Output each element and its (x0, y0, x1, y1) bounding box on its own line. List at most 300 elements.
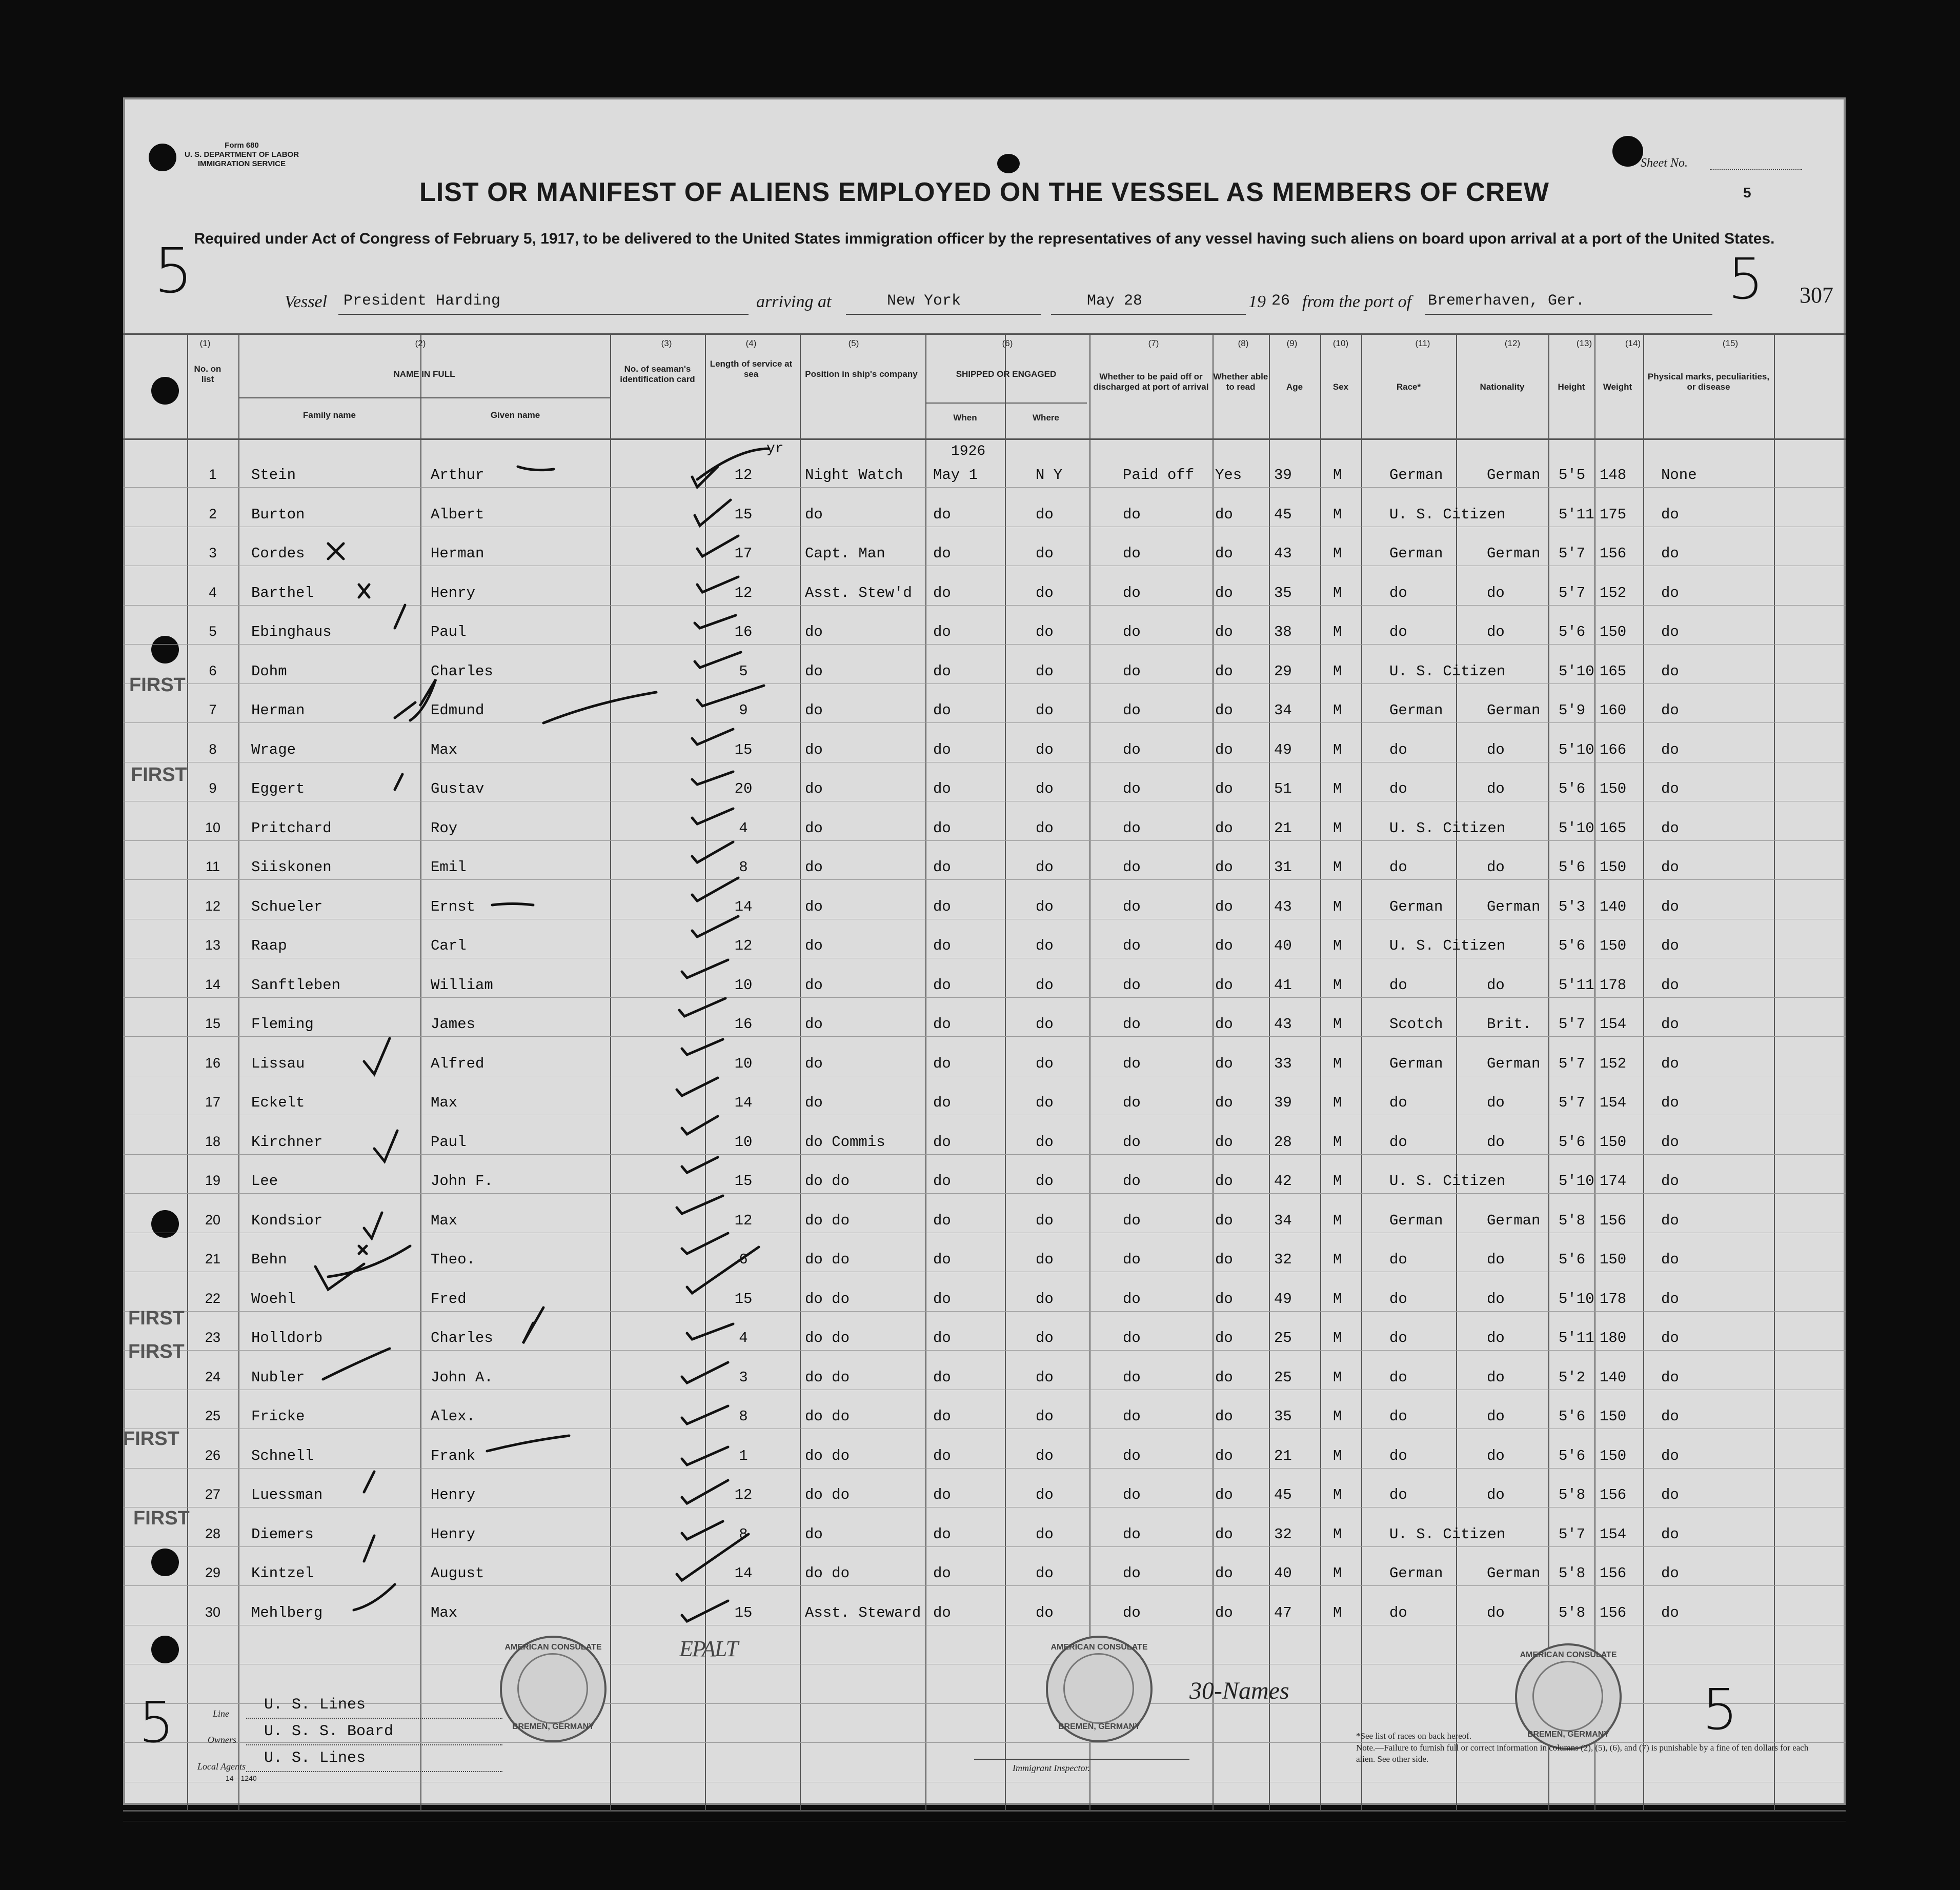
cell-where: do (1036, 1369, 1054, 1386)
cell-weight: 150 (1600, 859, 1627, 876)
cell-given: Max (431, 1212, 458, 1229)
cell-when: do (933, 1133, 951, 1151)
row-number: 29 (205, 1565, 221, 1580)
cell-nationality: do (1487, 1290, 1505, 1308)
cell-read: do (1215, 780, 1233, 797)
header-age: Age (1286, 382, 1303, 392)
cell-age: 25 (1274, 1369, 1292, 1386)
cell-sex: M (1333, 506, 1342, 523)
cell-when: do (933, 1525, 951, 1543)
cell-read: do (1215, 662, 1233, 680)
cell-where: do (1036, 1447, 1054, 1464)
row-number: 3 (209, 545, 217, 560)
cell-where: do (1036, 1094, 1054, 1111)
cell-position: do (805, 937, 823, 954)
col-number-1: (1) (199, 338, 211, 348)
cell-nationality: do (1487, 1408, 1505, 1425)
handwritten-number-footer-left: 5 (138, 1690, 174, 1755)
arriving-label: arriving at (756, 292, 832, 311)
cell-paid: do (1123, 780, 1141, 797)
cell-physical: do (1661, 1212, 1679, 1229)
cell-physical: do (1661, 780, 1679, 797)
cell-read: do (1215, 1408, 1233, 1425)
cell-service: 8 (739, 1408, 748, 1425)
cell-read: do (1215, 859, 1233, 876)
cell-physical: do (1661, 1525, 1679, 1543)
cell-sex: M (1333, 624, 1342, 640)
cell-nationality: German (1487, 898, 1541, 915)
cell-physical: do (1661, 819, 1679, 837)
cell-age: 31 (1274, 859, 1292, 876)
cell-service: 12 (734, 937, 753, 954)
cell-read: do (1215, 1290, 1233, 1308)
cell-height: 5'10 (1559, 741, 1594, 758)
cell-nationality: do (1487, 1369, 1505, 1386)
cell-nationality: German (1487, 1055, 1541, 1072)
cell-family: Raap (251, 937, 287, 954)
cell-height: 5'10 (1559, 1173, 1594, 1190)
cell-physical: do (1661, 1173, 1679, 1190)
cell-paid: do (1123, 1408, 1141, 1425)
cell-physical: do (1661, 1290, 1679, 1308)
cell-nationality: do (1487, 1447, 1505, 1464)
cell-position: Asst. Stew'd (805, 584, 912, 601)
header-family-name: Family name (303, 410, 356, 420)
cell-sex: M (1333, 1133, 1342, 1151)
col-number-3: (3) (661, 338, 672, 348)
cell-given: William (431, 976, 493, 994)
cell-family: Luessman (251, 1486, 323, 1503)
cell-sex: M (1333, 662, 1342, 680)
cell-age: 32 (1274, 1525, 1292, 1543)
cell-sex: M (1333, 1094, 1342, 1111)
cell-physical: None (1661, 467, 1697, 484)
cell-race: do (1389, 976, 1407, 994)
cell-service: 5 (739, 662, 748, 680)
row-number: 21 (205, 1251, 221, 1266)
cell-weight: 152 (1600, 1055, 1627, 1072)
cell-given: August (431, 1565, 484, 1582)
cell-given: Theo. (431, 1251, 476, 1268)
cell-where: do (1036, 1408, 1054, 1425)
cell-read: do (1215, 1094, 1233, 1111)
cell-family: Schnell (251, 1447, 314, 1464)
cell-where: do (1036, 898, 1054, 915)
col-number-7: (7) (1148, 338, 1159, 348)
cell-weight: 166 (1600, 741, 1627, 758)
cell-read: do (1215, 545, 1233, 562)
cell-race: U. S. Citizen (1389, 662, 1506, 680)
cell-age: 49 (1274, 741, 1292, 758)
cell-sex: M (1333, 1565, 1342, 1582)
cell-race: do (1389, 1369, 1407, 1386)
cell-where: do (1036, 506, 1054, 523)
cell-read: do (1215, 1525, 1233, 1543)
cell-age: 39 (1274, 1094, 1292, 1111)
cell-given: Alfred (431, 1055, 484, 1072)
cell-weight: 150 (1600, 624, 1627, 640)
cell-service: 1 (739, 1447, 748, 1464)
cell-position: do (805, 741, 823, 758)
cell-where: do (1036, 1251, 1054, 1268)
cell-height: 5'11 (1559, 506, 1594, 523)
cell-family: Fleming (251, 1016, 314, 1033)
cell-age: 41 (1274, 976, 1292, 994)
cell-height: 5'6 (1559, 780, 1586, 797)
cell-physical: do (1661, 1330, 1679, 1346)
cell-when: do (933, 780, 951, 797)
cell-weight: 154 (1600, 1525, 1627, 1543)
cell-given: Herman (431, 545, 484, 562)
cell-sex: M (1333, 937, 1342, 954)
header-when: When (953, 413, 977, 423)
cell-weight: 150 (1600, 1447, 1627, 1464)
from-port-label: from the port of (1302, 292, 1412, 311)
col-number-4: (4) (745, 338, 757, 348)
cell-family: Lissau (251, 1055, 305, 1072)
cell-race: do (1389, 1604, 1407, 1621)
cell-family: Dohm (251, 662, 287, 680)
cell-given: Max (431, 1604, 458, 1621)
cell-family: Holldorb (251, 1330, 323, 1346)
cell-paid: do (1123, 1290, 1141, 1308)
header-read: Whether able to read (1213, 372, 1268, 392)
cell-race: U. S. Citizen (1389, 937, 1506, 954)
cell-family: Burton (251, 506, 305, 523)
cell-when: do (933, 1094, 951, 1111)
cell-when: do (933, 741, 951, 758)
cell-age: 32 (1274, 1251, 1292, 1268)
cell-weight: 150 (1600, 1251, 1627, 1268)
cell-weight: 156 (1600, 1486, 1627, 1503)
failure-note: Note.—Failure to furnish full or correct information in columns (2), (5), (6), and (7) is punishable by a fine of ten dollars for each alien. See other side. (1356, 1743, 1809, 1764)
cell-family: Ebinghaus (251, 624, 332, 640)
cell-position: do do (805, 1330, 850, 1346)
cell-weight: 165 (1600, 819, 1627, 837)
form-number: Form 680 (225, 141, 259, 150)
cell-position: do do (805, 1408, 850, 1425)
cell-height: 5'7 (1559, 1016, 1586, 1033)
cell-weight: 150 (1600, 1133, 1627, 1151)
stamp-eagle-emblem (1532, 1661, 1603, 1732)
line-label: Line (213, 1708, 230, 1719)
cell-paid: do (1123, 819, 1141, 837)
cell-age: 33 (1274, 1055, 1292, 1072)
line-value: U. S. Lines (264, 1696, 366, 1714)
cell-age: 40 (1274, 937, 1292, 954)
cell-when: do (933, 937, 951, 954)
cell-age: 35 (1274, 584, 1292, 601)
stamp-text: AMERICAN CONSULATE (504, 1643, 602, 1652)
cell-height: 5'10 (1559, 819, 1594, 837)
cell-given: Carl (431, 937, 467, 954)
handwritten-scrawl: EPALT (679, 1636, 738, 1661)
cell-race: Scotch (1389, 1016, 1443, 1033)
cell-position: do (805, 780, 823, 797)
cell-height: 5'5 (1559, 467, 1586, 484)
department-label: U. S. DEPARTMENT OF LABOR (185, 150, 299, 159)
cell-where: do (1036, 662, 1054, 680)
row-number: 20 (205, 1212, 221, 1228)
cell-nationality: German (1487, 702, 1541, 719)
cell-position: Asst. Steward (805, 1604, 921, 1621)
page-title: LIST OR MANIFEST OF ALIENS EMPLOYED ON THE VESSEL AS MEMBERS OF CREW (419, 177, 1549, 207)
cell-sex: M (1333, 584, 1342, 601)
cell-read: do (1215, 937, 1233, 954)
cell-when: do (933, 1330, 951, 1346)
cell-position: do (805, 624, 823, 640)
cell-where: do (1036, 702, 1054, 719)
cell-read: do (1215, 1565, 1233, 1582)
header-position: Position in ship's company (805, 369, 918, 379)
cell-height: 5'7 (1559, 584, 1586, 601)
col-number-13: (13) (1576, 338, 1592, 348)
cell-paid: do (1123, 859, 1141, 876)
cell-race: German (1389, 1212, 1443, 1229)
cell-race: do (1389, 1447, 1407, 1464)
cell-sex: M (1333, 1290, 1342, 1308)
first-mark: FIRST (129, 674, 186, 696)
from-port: Bremerhaven, Ger. (1428, 292, 1585, 310)
cell-when: do (933, 584, 951, 601)
owners-underline (246, 1744, 502, 1745)
line-underline (246, 1718, 502, 1719)
cell-age: 40 (1274, 1565, 1292, 1582)
handwritten-number-footer-right: 5 (1702, 1677, 1738, 1742)
col-number-11: (11) (1415, 338, 1430, 348)
header-weight: Weight (1603, 382, 1632, 392)
cell-paid: Paid off (1123, 467, 1195, 484)
cell-height: 5'6 (1559, 1133, 1586, 1151)
cell-paid: do (1123, 506, 1141, 523)
cell-age: 51 (1274, 780, 1292, 797)
cell-age: 28 (1274, 1133, 1292, 1151)
cell-family: Kondsior (251, 1212, 323, 1229)
cell-paid: do (1123, 1212, 1141, 1229)
cell-paid: do (1123, 702, 1141, 719)
cell-read: do (1215, 1369, 1233, 1386)
cell-race: do (1389, 1133, 1407, 1151)
cell-age: 43 (1274, 898, 1292, 915)
cell-position: do (805, 1016, 823, 1033)
page-subtitle: Required under Act of Congress of February 5, 1917, to be delivered to the United States immigration officer by the representatives of any vessel having such aliens on board upon arrival at a port of the United States. (194, 230, 1775, 247)
cell-position: do (805, 976, 823, 994)
first-mark: FIRST (128, 1308, 185, 1329)
row-number: 12 (205, 898, 221, 914)
cell-service: 3 (739, 1369, 748, 1386)
cell-service: 14 (734, 1094, 753, 1111)
cell-nationality: do (1487, 624, 1505, 640)
cell-when: do (933, 702, 951, 719)
cell-position: do do (805, 1447, 850, 1464)
vessel-label: Vessel (285, 292, 328, 311)
cell-age: 38 (1274, 624, 1292, 640)
cell-height: 5'6 (1559, 937, 1586, 954)
cell-race: German (1389, 1565, 1443, 1582)
cell-weight: 154 (1600, 1094, 1627, 1111)
cell-service: 4 (739, 1330, 748, 1346)
header-paid-off: Whether to be paid off or discharged at port of arrival (1093, 372, 1209, 392)
cell-position: do (805, 702, 823, 719)
cell-nationality: do (1487, 1604, 1505, 1621)
stamp-city-text: BREMEN, GERMANY (1527, 1730, 1609, 1739)
cell-paid: do (1123, 898, 1141, 915)
cell-where: do (1036, 1330, 1054, 1346)
cell-physical: do (1661, 702, 1679, 719)
row-number: 15 (205, 1016, 221, 1031)
cell-weight: 152 (1600, 584, 1627, 601)
cell-family: Kirchner (251, 1133, 323, 1151)
cell-where: do (1036, 1055, 1054, 1072)
cell-position: do do (805, 1565, 850, 1582)
cell-height: 5'10 (1559, 662, 1594, 680)
cell-where: do (1036, 1290, 1054, 1308)
cell-given: Henry (431, 584, 476, 601)
cell-height: 5'8 (1559, 1486, 1586, 1503)
cell-service: 12 (734, 1486, 753, 1503)
cell-family: Nubler (251, 1369, 305, 1386)
cell-when: do (933, 506, 951, 523)
row-number: 17 (205, 1094, 221, 1110)
cell-service: 16 (734, 1016, 753, 1033)
cell-service: 4 (739, 819, 748, 837)
cell-paid: do (1123, 1369, 1141, 1386)
cell-physical: do (1661, 1133, 1679, 1151)
cell-sex: M (1333, 859, 1342, 876)
row-number: 1 (209, 467, 217, 482)
cell-family: Sanftleben (251, 976, 341, 994)
cell-given: Henry (431, 1486, 476, 1503)
cell-race: do (1389, 859, 1407, 876)
cell-paid: do (1123, 545, 1141, 562)
cell-where: do (1036, 780, 1054, 797)
cell-race: German (1389, 1055, 1443, 1072)
cell-position: do (805, 898, 823, 915)
row-number: 30 (205, 1604, 221, 1620)
cell-paid: do (1123, 976, 1141, 994)
header-height: Height (1558, 382, 1585, 392)
cell-physical: do (1661, 1604, 1679, 1621)
service-label: IMMIGRATION SERVICE (197, 159, 286, 168)
cell-position: do do (805, 1486, 850, 1503)
cell-position: do do (805, 1369, 850, 1386)
cell-service: 15 (734, 741, 753, 758)
cell-weight: 160 (1600, 702, 1627, 719)
col-number-2: (2) (415, 338, 426, 348)
cell-given: Frank (431, 1447, 476, 1464)
cell-family: Barthel (251, 584, 314, 601)
cell-where: do (1036, 1173, 1054, 1190)
cell-age: 34 (1274, 702, 1292, 719)
cell-height: 5'6 (1559, 1408, 1586, 1425)
cell-physical: do (1661, 1016, 1679, 1033)
cell-sex: M (1333, 1604, 1342, 1621)
cell-race: German (1389, 702, 1443, 719)
row-number: 27 (205, 1486, 221, 1502)
cell-race: U. S. Citizen (1389, 1525, 1506, 1543)
cell-nationality: German (1487, 545, 1541, 562)
cell-race: German (1389, 545, 1443, 562)
cell-when: do (933, 624, 951, 640)
cell-height: 5'6 (1559, 1447, 1586, 1464)
year-suffix: 26 (1271, 292, 1290, 310)
row-number: 9 (209, 780, 217, 796)
cell-sex: M (1333, 1251, 1342, 1268)
stamp-eagle-emblem (1063, 1653, 1134, 1724)
header-race: Race* (1396, 382, 1421, 392)
cell-read: do (1215, 1251, 1233, 1268)
cell-read: do (1215, 1604, 1233, 1621)
cell-weight: 165 (1600, 662, 1627, 680)
cell-position: do Commis (805, 1133, 885, 1151)
cell-nationality: do (1487, 859, 1505, 876)
cell-family: Diemers (251, 1525, 314, 1543)
cell-service: 14 (734, 1565, 753, 1582)
cell-read: do (1215, 1133, 1233, 1151)
cell-sex: M (1333, 1447, 1342, 1464)
cell-height: 5'8 (1559, 1565, 1586, 1582)
cell-given: Albert (431, 506, 484, 523)
row-number: 28 (205, 1525, 221, 1541)
cell-sex: M (1333, 467, 1342, 484)
cell-position: do (805, 1094, 823, 1111)
cell-read: do (1215, 1486, 1233, 1503)
cell-weight: 150 (1600, 937, 1627, 954)
cell-when: do (933, 1055, 951, 1072)
cell-paid: do (1123, 1604, 1141, 1621)
cell-sex: M (1333, 545, 1342, 562)
cell-where: do (1036, 819, 1054, 837)
first-mark: FIRST (123, 1428, 179, 1450)
yr-note: yr (766, 441, 784, 457)
manifest-sheet (123, 97, 1846, 1805)
cell-height: 5'7 (1559, 1525, 1586, 1543)
cell-given: Fred (431, 1290, 467, 1308)
cell-weight: 156 (1600, 545, 1627, 562)
cell-when: do (933, 1369, 951, 1386)
cell-read: do (1215, 1330, 1233, 1346)
cell-when: May 1 (933, 467, 978, 484)
row-number: 25 (205, 1408, 221, 1423)
table-bottom-border (123, 1810, 1846, 1812)
header-where: Where (1033, 413, 1059, 423)
cell-given: Arthur (431, 467, 484, 484)
cell-service: 14 (734, 898, 753, 915)
cell-height: 5'10 (1559, 1290, 1594, 1308)
cell-service: 17 (734, 545, 753, 562)
cell-nationality: do (1487, 584, 1505, 601)
row-number: 23 (205, 1330, 221, 1345)
cell-position: do (805, 819, 823, 837)
cell-service: 8 (739, 859, 748, 876)
cell-given: Max (431, 741, 458, 758)
first-mark: FIRST (133, 1507, 190, 1529)
first-mark: FIRST (128, 1341, 185, 1362)
cell-read: do (1215, 976, 1233, 994)
cell-family: Kintzel (251, 1565, 314, 1582)
cell-when: do (933, 1016, 951, 1033)
cell-physical: do (1661, 545, 1679, 562)
cell-physical: do (1661, 741, 1679, 758)
inspector-label: Immigrant Inspector. (1013, 1763, 1090, 1773)
cell-when: do (933, 1565, 951, 1582)
consulate-stamp (1515, 1643, 1622, 1750)
cell-age: 45 (1274, 506, 1292, 523)
cell-family: Cordes (251, 545, 305, 562)
row-number: 14 (205, 976, 221, 992)
cell-family: Pritchard (251, 819, 332, 837)
cell-where: do (1036, 1486, 1054, 1503)
